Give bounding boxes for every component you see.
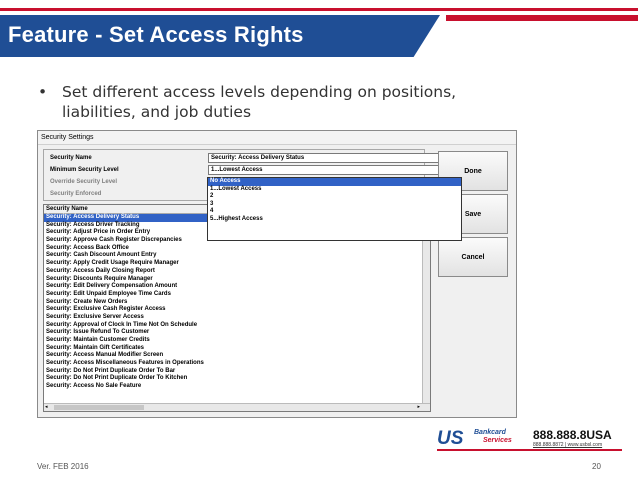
bullet-text: Set different access levels depending on positions, liabilities, and job duties bbox=[62, 83, 457, 121]
list-item[interactable]: Security: Issue Refund To Customer bbox=[46, 329, 150, 336]
list-item[interactable]: Security: Do Not Print Duplicate Order To Bar bbox=[46, 367, 176, 374]
company-logo bbox=[437, 428, 622, 448]
list-item[interactable]: Security: Do Not Print Duplicate Order To Kitchen bbox=[46, 375, 188, 382]
list-item[interactable]: Security: Maintain Gift Certificates bbox=[46, 344, 145, 351]
list-item[interactable]: Security: Access Delivery Status bbox=[44, 214, 430, 222]
security-name-field[interactable] bbox=[208, 153, 461, 163]
scroll-thumb[interactable] bbox=[54, 405, 144, 410]
minimum-level-label: Minimum Security Level bbox=[50, 167, 119, 173]
scroll-left-icon[interactable]: ◂ bbox=[45, 404, 48, 410]
list-item[interactable]: Security: Create New Orders bbox=[46, 298, 128, 305]
logo-stripe bbox=[437, 449, 622, 451]
slide-title: Feature - Set Access Rights bbox=[8, 22, 304, 47]
dropdown-option[interactable]: 2 bbox=[210, 193, 214, 200]
version-label: Ver. FEB 2016 bbox=[37, 462, 89, 471]
minimum-level-value: 1...Lowest Access bbox=[211, 167, 263, 173]
list-item[interactable]: Security: Access Driver Tracking bbox=[46, 221, 140, 228]
logo-bankcard: Bankcard bbox=[474, 429, 506, 436]
list-header-security-name[interactable]: Security Name bbox=[44, 205, 430, 214]
list-item[interactable]: Security: Approval of Clock In Time Not On Schedule bbox=[46, 321, 198, 328]
list-item[interactable]: Security: Edit Unpaid Employee Time Cards bbox=[46, 290, 171, 297]
security-name-label: Security Name bbox=[50, 155, 92, 161]
title-banner bbox=[0, 0, 638, 62]
list-item[interactable]: Security: Apply Credit Usage Require Manager bbox=[46, 260, 179, 267]
banner-red-stripe bbox=[446, 15, 638, 21]
page-number: 20 bbox=[592, 462, 601, 471]
list-item[interactable]: Security: Access Miscellaneous Features in Operations bbox=[46, 360, 204, 367]
override-level-label: Override Security Level bbox=[50, 179, 118, 185]
horizontal-scrollbar[interactable] bbox=[44, 403, 430, 411]
minimum-level-select[interactable] bbox=[208, 165, 461, 175]
save-button[interactable]: Save bbox=[438, 194, 508, 234]
dropdown-option[interactable]: 3 bbox=[210, 200, 214, 207]
list-item[interactable]: Security: Edit Delivery Compensation Amount bbox=[46, 283, 178, 290]
list-item[interactable]: Security: Access Daily Closing Report bbox=[46, 267, 155, 274]
logo-phone: 888.888.8USA bbox=[533, 428, 612, 442]
dropdown-option[interactable]: 1...Lowest Access bbox=[210, 185, 262, 192]
list-item[interactable]: Security: Exclusive Server Access bbox=[46, 313, 144, 320]
list-item[interactable]: Security: Adjust Price in Order Entry bbox=[46, 229, 151, 236]
list-item[interactable]: Security: Cash Discount Amount Entry bbox=[46, 252, 157, 259]
security-settings-window bbox=[37, 130, 517, 418]
list-item[interactable]: Security: Exclusive Cash Register Access bbox=[46, 306, 166, 313]
dropdown-option[interactable]: 5...Highest Access bbox=[210, 215, 263, 222]
scroll-right-icon[interactable]: ▸ bbox=[417, 404, 420, 410]
list-item[interactable]: Security: Discounts Require Manager bbox=[46, 275, 153, 282]
banner-top-stripe bbox=[0, 8, 638, 11]
security-enforced-label: Security Enforced bbox=[50, 191, 102, 197]
window-title: Security Settings bbox=[38, 131, 516, 145]
dropdown-option[interactable]: No Access bbox=[208, 178, 461, 186]
cancel-button[interactable]: Cancel bbox=[438, 237, 508, 277]
security-name-value: Security: Access Delivery Status bbox=[211, 155, 305, 161]
minimum-level-dropdown[interactable] bbox=[207, 177, 462, 241]
list-item[interactable]: Security: Access Back Office bbox=[46, 244, 129, 251]
list-item[interactable]: Security: Access Manual Modifier Screen bbox=[46, 352, 164, 359]
dropdown-option[interactable]: 4 bbox=[210, 208, 214, 215]
list-item[interactable]: Security: Maintain Customer Credits bbox=[46, 337, 150, 343]
list-item[interactable]: Security: Approve Cash Register Discrepancies bbox=[46, 237, 182, 244]
list-item[interactable]: Security: Access No Sale Feature bbox=[46, 383, 142, 390]
bullet-dot: • bbox=[38, 83, 48, 101]
logo-us: US bbox=[437, 428, 464, 449]
logo-web: 888.888.8872 | www.usbsl.com bbox=[533, 442, 603, 448]
logo-services: Services bbox=[483, 437, 512, 444]
done-button[interactable]: Done bbox=[438, 151, 508, 191]
